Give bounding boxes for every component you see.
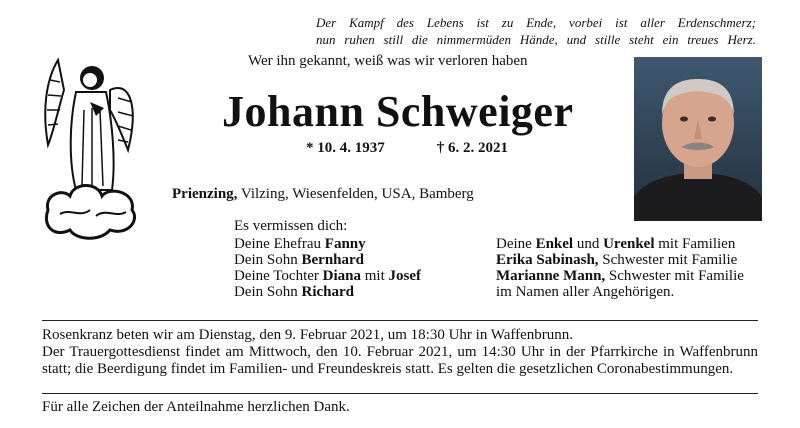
place-primary: Prienzing, [172,186,238,202]
death-date: † 6. 2. 2021 [436,140,508,156]
rosary-notice: Rosenkranz beten wir am Dienstag, den 9. Februar 2021, um 18:30 Uhr in Waffenbrunn. [42,327,574,343]
service-info [42,327,758,378]
list-item [496,236,744,252]
mourner-text: Deine Ehefrau [234,236,325,252]
mourner-text: Dein Sohn [234,284,302,300]
places-line [172,186,474,203]
list-item [496,268,744,284]
birth-date: * 10. 4. 1937 [306,140,385,156]
list-item [234,284,421,300]
thanks-line: Für alle Zeichen der Anteilnahme herzlichen Dank. [42,399,350,415]
quote [316,14,756,48]
quote-line-1: Der Kampf des Lebens ist zu Ende, vorbei ist aller Erdenschmerz; [316,15,756,30]
mourner-name: Fanny [324,236,366,252]
mourner-name: Richard [301,284,354,300]
list-item [234,252,421,268]
list-item [234,236,421,252]
divider [42,393,758,394]
mourners-left-list [234,236,421,300]
mourner-name: Josef [388,268,421,284]
mourner-text: mit [360,268,389,284]
divider [42,320,758,321]
place-rest: Vilzing, Wiesenfelden, USA, Bamberg [237,186,474,202]
mourner-text: mit Familien [654,236,736,252]
mourner-text: Deine [496,236,536,252]
mourner-name: Diana [322,268,361,284]
mourner-text: Dein Sohn [234,252,302,268]
mourner-text: Schwester mit Familie [598,252,738,268]
mourner-name: Erika Sabinash, [496,252,599,268]
quote-line-2: nun ruhen still die nimmermüden Hände, und stille steht ein treues Herz. [316,32,756,47]
mourner-text: Deine Tochter [234,268,323,284]
angel-icon [40,50,140,240]
intro-line: Wer ihn gekannt, weiß was wir verloren haben [248,53,528,69]
life-dates [306,140,508,157]
list-item [496,284,744,300]
mourner-text: im Namen aller Angehörigen. [496,284,675,300]
mourner-name: Marianne Mann, [496,268,606,284]
mourner-name: Urenkel [603,236,655,252]
deceased-name: Johann Schweiger [222,87,574,136]
mourners-right-list [496,236,744,300]
list-item [496,252,744,268]
mourner-text: Schwester mit Familie [605,268,744,284]
mourner-text: und [573,236,604,252]
mourners-heading: Es vermissen dich: [234,218,348,234]
funeral-notice: Der Trauergottesdienst findet am Mittwoch, den 10. Februar 2021, um 14:30 Uhr in der Pfarrkirche in Waffenbrunn statt; die Beerdigung findet im Familien- und Freundeskreis statt. Es gelten die gesetzlichen Coronabestimmungen. [42,344,758,377]
portrait-photo [634,57,762,221]
list-item [234,268,421,284]
mourner-name: Enkel [535,236,574,252]
mourner-name: Bernhard [301,252,365,268]
